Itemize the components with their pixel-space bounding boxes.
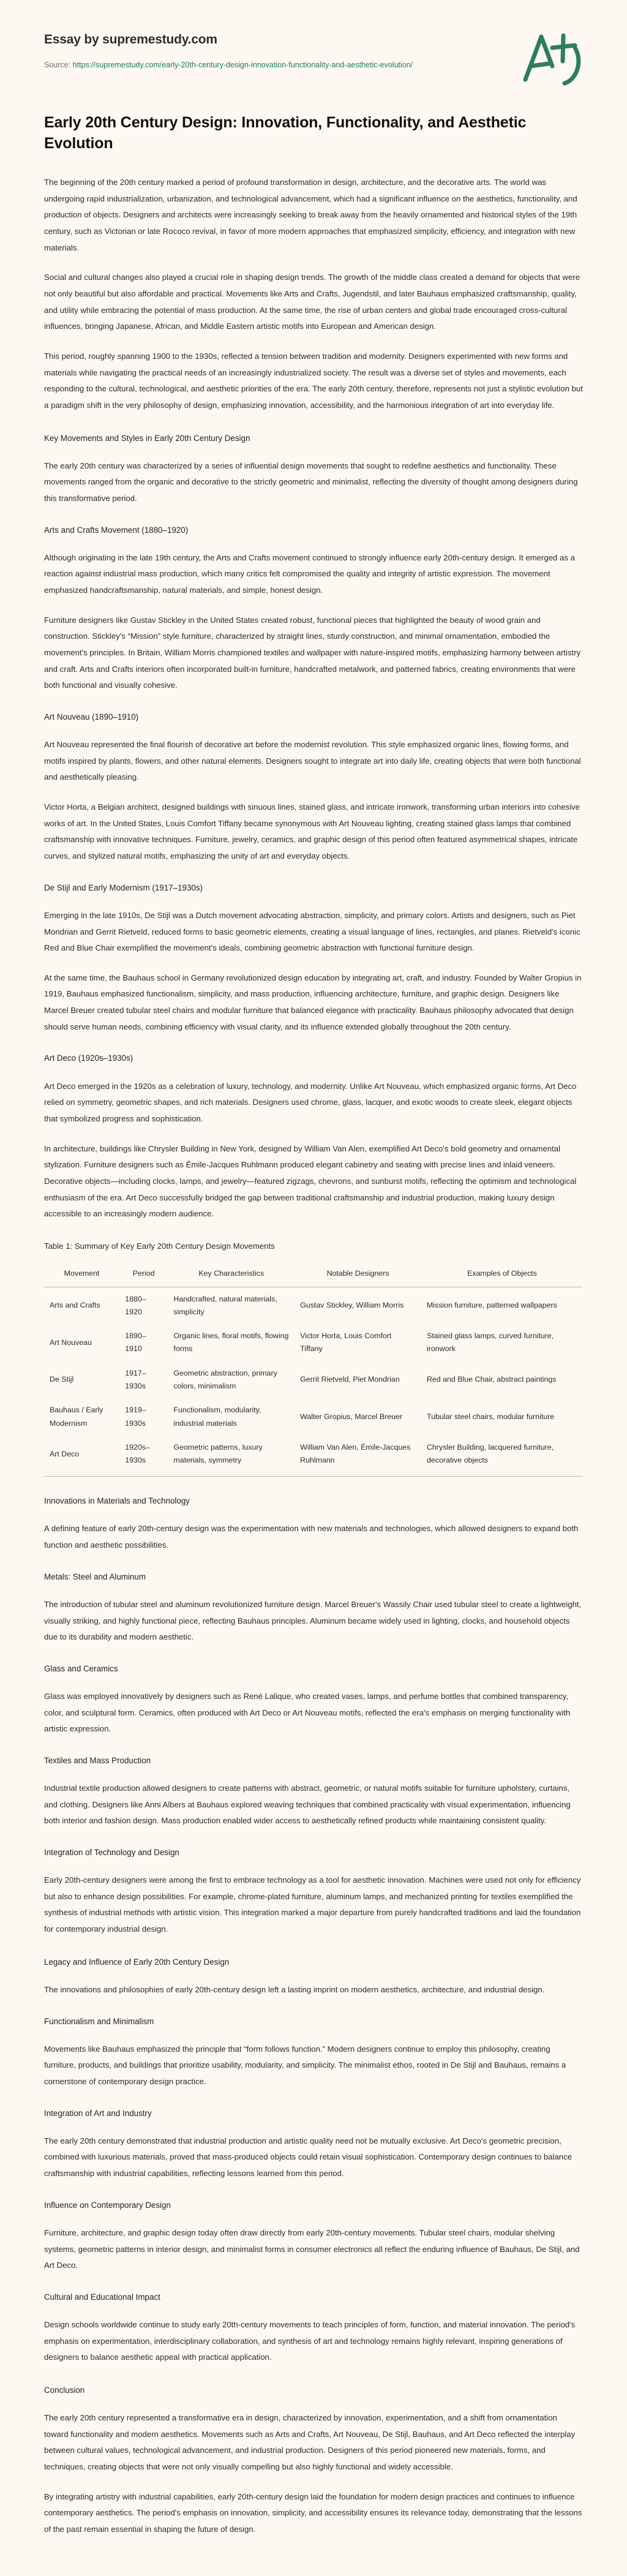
design-movements-table <box>44 1264 583 1477</box>
section-paragraph: A defining feature of early 20th-century design was the experimentation with new materials and technologies, which allowed designers to expand both function and aesthetic possibilities. <box>44 1524 579 1550</box>
subsection-paragraph: Although originating in the late 19th century, the Arts and Crafts movement continued to strongly influence early 20th-century design. It emerged as a reaction against industrial mass production, which many critics felt compromised the quality and integrity of artistic expression. The movement emphasized handcraftsmanship, natural materials, and simple, honest design. <box>44 552 575 595</box>
cell-period: 1890–1910 <box>125 1331 146 1354</box>
section-heading-legacy: Legacy and Influence of Early 20th Century Design <box>44 1957 230 1967</box>
intro-paragraph: This period, roughly spanning 1900 to the 1930s, reflected a tension between tradition and modernity. Designers experimented with new forms and materials while navigating the practical needs of an increasingly industrialized society. The result was a diverse set of styles and movements, each responding to the cultural, technological, and aesthetic priorities of the era. The early 20th century, therefore, represents not just a stylistic evolution but a paradigm shift in the very philosophy of design, emphasizing innovation, accessibility, and the harmonious integration of art into everyday life. <box>44 351 583 410</box>
cell-examples: Red and Blue Chair, abstract paintings <box>426 1375 557 1384</box>
source-prefix-label: Source: <box>44 61 73 70</box>
subsection-heading-glass-and-ceramics: Glass and Ceramics <box>44 1663 118 1673</box>
cell-period: 1880–1920 <box>125 1294 146 1316</box>
subsection-paragraph: Furniture designers like Gustav Stickley in the United States created robust, functional pieces that highlighted the beauty of wood grain and construction. Stickley's “Mission” style furniture, characterized by straight lines, sturdy construction, and minimal ornamentation, embodied the movement's principles. In Britain, William Morris championed textiles and wallpaper with nature-inspired motifs, emphasizing harmony between artistry and craft. Arts and Crafts interiors often incorporated built-in furniture, handcrafted metalwork, and patterned fabrics, creating environments that were both functional and visually cohesive. <box>44 615 581 690</box>
subsection-paragraph: Art Deco emerged in the 1920s as a celebration of luxury, technology, and modernity. Unlike Art Nouveau, which emphasized organic forms, Art Deco relied on symmetry, geometric shapes, and rich materials. Designers used chrome, glass, lacquer, and exotic woods to create sleek, elegant objects that symbolized progress and sophistication. <box>44 1081 577 1123</box>
section-heading-key-movements: Key Movements and Styles in Early 20th Century Design <box>44 433 250 443</box>
subsection-paragraph: In architecture, buildings like Chrysler Building in New York, designed by William Van Alen, exemplified Art Deco's bold geometry and ornamental stylization. Furniture designers such as Émile-Jacques Ruhlmann produced elegant cabinetry and seating with precise lines and inlaid veneers. Decorative objects—including clocks, lamps, and jewelry—featured zigzags, chevrons, and sunburst motifs, reflecting the optimism and technological enthusiasm of the era. Art Deco successfully bridged the gap between traditional craftsmanship and industrial production, making luxury design accessible to an increasingly modern audience. <box>44 1143 577 1219</box>
subsection-paragraph: Glass was employed innovatively by designers such as René Lalique, who created vases, lamps, and perfume bottles that combined transparency, color, and sculptural form. Ceramics, often produced with Art Deco or Art Nouveau motifs, reflected the era's emphasis on merging functionality with artistic expression. <box>44 1691 571 1734</box>
subsection-heading-functionalism: Functionalism and Minimalism <box>44 2016 154 2026</box>
subsection-paragraph: The early 20th century demonstrated that industrial production and artistic quality need not be mutually exclusive. Art Deco's geometric precision, combined with luxurious materials, proved that mass-produced objects could retain visual sophistication. Contemporary design continues to balance craftsmanship with industrial capabilities, reflecting lessons learned from this period. <box>44 2136 573 2179</box>
cell-characteristics: Organic lines, floral motifs, flowing forms <box>173 1331 289 1354</box>
subsection-heading-de-stijl: De Stijl and Early Modernism (1917–1930s) <box>44 883 203 892</box>
intro-paragraph: The beginning of the 20th century marked a period of profound transformation in design, architecture, and the decorative arts. The world was undergoing rapid industrialization, urbanization, and technological advancement, which had a significant influence on the aesthetics, functionality, and production of objects. Designers and architects were increasingly seeking to break away from the heavily ornamented and historical styles of the 19th century, such as Victorian or late Rococo revival, in favor of more modern approaches that emphasized simplicity, efficiency, and integration with new materials. <box>44 178 577 252</box>
column-header-examples-of-objects: Examples of Objects <box>421 1264 583 1287</box>
subsection-paragraph: Movements like Bauhaus emphasized the principle that “form follows function.” Modern designers continue to employ this philosophy, creating furniture, products, and buildings that prioritize usability, modularity, and simplicity. The minimalist ethos, rooted in De Stijl and Bauhaus, remains a cornerstone of contemporary design practice. <box>44 2044 566 2086</box>
cell-designers: Gustav Stickley, William Morris <box>300 1301 404 1310</box>
table-header-row <box>44 1264 583 1287</box>
cell-period: 1919–1930s <box>125 1406 146 1428</box>
subsection-paragraph: Emerging in the late 1910s, De Stijl was a Dutch movement advocating abstraction, simplicity, and primary colors. Artists and designers, such as Piet Mondrian and Gerrit Rietveld, reduced forms to basic geometric elements, creating a visual language of lines, rectangles, and planes. Rietveld's iconic Red and Blue Chair exemplified the movement's ideals, combining geometric abstraction with functional furniture design. <box>44 910 580 953</box>
section-heading-innovations: Innovations in Materials and Technology <box>44 1496 190 1506</box>
cell-movement: Art Deco <box>50 1449 80 1458</box>
source-url-link[interactable]: https://supremestudy.com/early-20th-century-design-innovation-functionality-and-aesthetic-evolution/ <box>72 61 413 70</box>
table-row <box>44 1361 583 1399</box>
table-row <box>44 1436 583 1476</box>
subsection-heading-contemporary-design: Influence on Contemporary Design <box>44 2200 171 2210</box>
subsection-paragraph: The introduction of tubular steel and aluminum revolutionized furniture design. Marcel Breuer's Wassily Chair used tubular steel to create a lightweight, visually striking, and highly functional piece, reflecting Bauhaus principles. Aluminum became widely used in lighting, clocks, and household objects due to its durability and modern aesthetic. <box>44 1599 582 1642</box>
cell-period: 1917–1930s <box>125 1368 146 1391</box>
cell-movement: De Stijl <box>50 1375 74 1384</box>
subsection-paragraph: Furniture, architecture, and graphic design today often draw directly from early 20th-century movements. Tubular steel chairs, modular shelving systems, geometric patterns in interior design, and minimalist forms in consumer electronics all reflect the enduring influence of Bauhaus, De Stijl, and Art Deco. <box>44 2228 580 2270</box>
subsection-heading-cultural-educational: Cultural and Educational Impact <box>44 2292 160 2302</box>
column-header-movement: Movement <box>44 1264 119 1287</box>
conclusion-paragraph: The early 20th century represented a transformative era in design, characterized by innovation, experimentation, and a shift from ornamentation toward functionality and modern aesthetics. Movements such as Arts and Crafts, Art Nouveau, De Stijl, Bauhaus, and Art Deco reflected the interplay between cultural values, technological advancement, and industrial production. Designers of this period pioneered new materials, forms, and techniques, creating objects that were not only visually compelling but also highly functional and widely accessible. <box>44 2413 576 2471</box>
table-row <box>44 1324 583 1361</box>
cell-characteristics: Handcrafted, natural materials, simplicity <box>173 1294 277 1316</box>
cell-examples: Tubular steel chairs, modular furniture <box>426 1412 555 1422</box>
intro-paragraph: Social and cultural changes also played a crucial role in shaping design trends. The growth of the middle class created a demand for objects that were not only beautiful but also affordable and practical. Movements like Arts and Crafts, Jugendstil, and later Bauhaus emphasized craftsmanship, quality, and utility while embracing the potential of mass production. At the same time, the rise of urban centers and global trade encouraged cross-cultural influences, bringing Japanese, African, and Middle Eastern artistic motifs into European and American design. <box>44 273 580 331</box>
column-header-notable-designers: Notable Designers <box>295 1264 421 1287</box>
cell-period: 1920s–1930s <box>125 1443 150 1465</box>
subsection-heading-textiles: Textiles and Mass Production <box>44 1755 151 1765</box>
column-header-key-characteristics: Key Characteristics <box>168 1264 295 1287</box>
subsection-paragraph: Early 20th-century designers were among the first to embrace technology as a tool for aesthetic innovation. Machines were used not only for efficiency but also to enhance design possibilities. For example, chrome-plated furniture, aluminum lamps, and mechanized printing for textiles exemplified the synthesis of industrial methods with artistic vision. This integration marked a major departure from purely handcrafted traditions and laid the foundation for contemporary industrial design. <box>44 1875 581 1934</box>
cell-designers: Gerrit Rietveld, Piet Mondrian <box>300 1375 400 1384</box>
subsection-paragraph: Victor Horta, a Belgian architect, designed buildings with sinuous lines, stained glass, and intricate ironwork, transforming urban interiors into cohesive works of art. In the United States, Louis Comfort Tiffany became synonymous with Art Nouveau lighting, creating stained glass lamps that combined craftsmanship with innovative techniques. Furniture, jewelry, ceramics, and graphic design of this period often featured asymmetrical shapes, intricate curves, and stylized natural motifs, emphasizing the unity of art and everyday objects. <box>44 802 580 861</box>
subsection-heading-art-nouveau: Art Nouveau (1890–1910) <box>44 712 139 721</box>
cell-characteristics: Geometric abstraction, primary colors, minimalism <box>173 1368 277 1391</box>
cell-designers: Victor Horta, Louis Comfort Tiffany <box>300 1331 392 1354</box>
cell-movement: Bauhaus / Early Modernism <box>50 1406 103 1428</box>
masthead <box>0 0 627 92</box>
table-caption: Table 1: Summary of Key Early 20th Century Design Movements <box>44 1241 275 1251</box>
cell-characteristics: Geometric patterns, luxury materials, symmetry <box>173 1443 263 1465</box>
section-heading-conclusion: Conclusion <box>44 2385 85 2395</box>
table-row <box>44 1287 583 1324</box>
page-title: Early 20th Century Design: Innovation, Functionality, and Aesthetic Evolution <box>44 114 527 152</box>
section-paragraph: The early 20th century was characterized by a series of influential design movements that sought to redefine aesthetics and functionality. These movements ranged from the organic and decorative to the strictly geometric and minimalist, reflecting the diversity of thought among designers during this transformative period. <box>44 461 578 503</box>
section-paragraph: The innovations and philosophies of early 20th-century design left a lasting imprint on modern aesthetics, architecture, and industrial design. <box>44 1984 545 1994</box>
cell-designers: William Van Alen, Émile-Jacques Ruhlmann <box>300 1443 411 1465</box>
subsection-paragraph: At the same time, the Bauhaus school in Germany revolutionized design education by integrating art, craft, and industry. Founded by Walter Gropius in 1919, Bauhaus emphasized functionalism, simplicity, and mass production, influencing architecture, furniture, and graphic design. Designers like Marcel Breuer created tubular steel chairs and modular furniture that balanced elegance with practicality. Bauhaus philosophy advocated that design should serve human needs, combining efficiency with visual clarity, and its influence extended globally throughout the 20th century. <box>44 973 582 1031</box>
subsection-paragraph: Industrial textile production allowed designers to create patterns with abstract, geometric, or natural motifs suitable for furniture upholstery, curtains, and clothing. Designers like Anni Albers at Bauhaus explored weaving techniques that combined practicality with visual experimentation, influencing both interior and fashion design. Mass production enabled wider access to aesthetically refined products while maintaining consistent quality. <box>44 1783 571 1826</box>
cell-designers: Walter Gropius, Marcel Breuer <box>300 1412 403 1422</box>
table-row <box>44 1398 583 1436</box>
subsection-heading-art-and-industry: Integration of Art and Industry <box>44 2108 152 2118</box>
cell-examples: Chrysler Building, lacquered furniture, decorative objects <box>426 1443 554 1465</box>
document-body <box>0 92 627 2538</box>
subsection-heading-arts-and-crafts: Arts and Crafts Movement (1880–1920) <box>44 525 189 535</box>
cell-examples: Mission furniture, patterned wallpapers <box>426 1301 557 1310</box>
cell-characteristics: Functionalism, modularity, industrial materials <box>173 1406 261 1428</box>
a-plus-logo-icon <box>517 21 590 88</box>
table-bottom-rule <box>44 1476 583 1477</box>
source-line <box>44 59 436 71</box>
subsection-heading-integration-technology: Integration of Technology and Design <box>44 1848 179 1857</box>
table-rule-cell <box>44 1476 583 1477</box>
cell-examples: Stained glass lamps, curved furniture, ironwork <box>426 1331 554 1354</box>
subsection-paragraph: Art Nouveau represented the final flourish of decorative art before the modernist revolution. This style emphasized organic lines, flowing forms, and motifs inspired by plants, flowers, and other natural elements. Designers sought to integrate art into daily life, creating objects that were both functional and aesthetically pleasing. <box>44 740 581 782</box>
column-header-period: Period <box>119 1264 168 1287</box>
cell-movement: Art Nouveau <box>50 1338 92 1347</box>
subsection-paragraph: Design schools worldwide continue to study early 20th-century movements to teach principles of form, function, and material innovation. The period's emphasis on experimentation, interdisciplinary collaboration, and synthesis of art and technology remains highly relevant, inspiring generations of designers to balance aesthetic appeal with practical application. <box>44 2319 576 2362</box>
subsection-heading-art-deco: Art Deco (1920s–1930s) <box>44 1053 133 1063</box>
brand-title: Essay by supremestudy.com <box>44 32 217 47</box>
subsection-heading-metals: Metals: Steel and Aluminum <box>44 1572 146 1581</box>
cell-movement: Arts and Crafts <box>50 1301 100 1310</box>
conclusion-paragraph: By integrating artistry with industrial capabilities, early 20th-century design laid the foundation for modern design practices and continues to influence contemporary aesthetics. The period's emphasis on innovation, simplicity, and accessibility ensures its relevance today, demonstrating that the lessons of the past remain essential in shaping the future of design. <box>44 2491 582 2534</box>
